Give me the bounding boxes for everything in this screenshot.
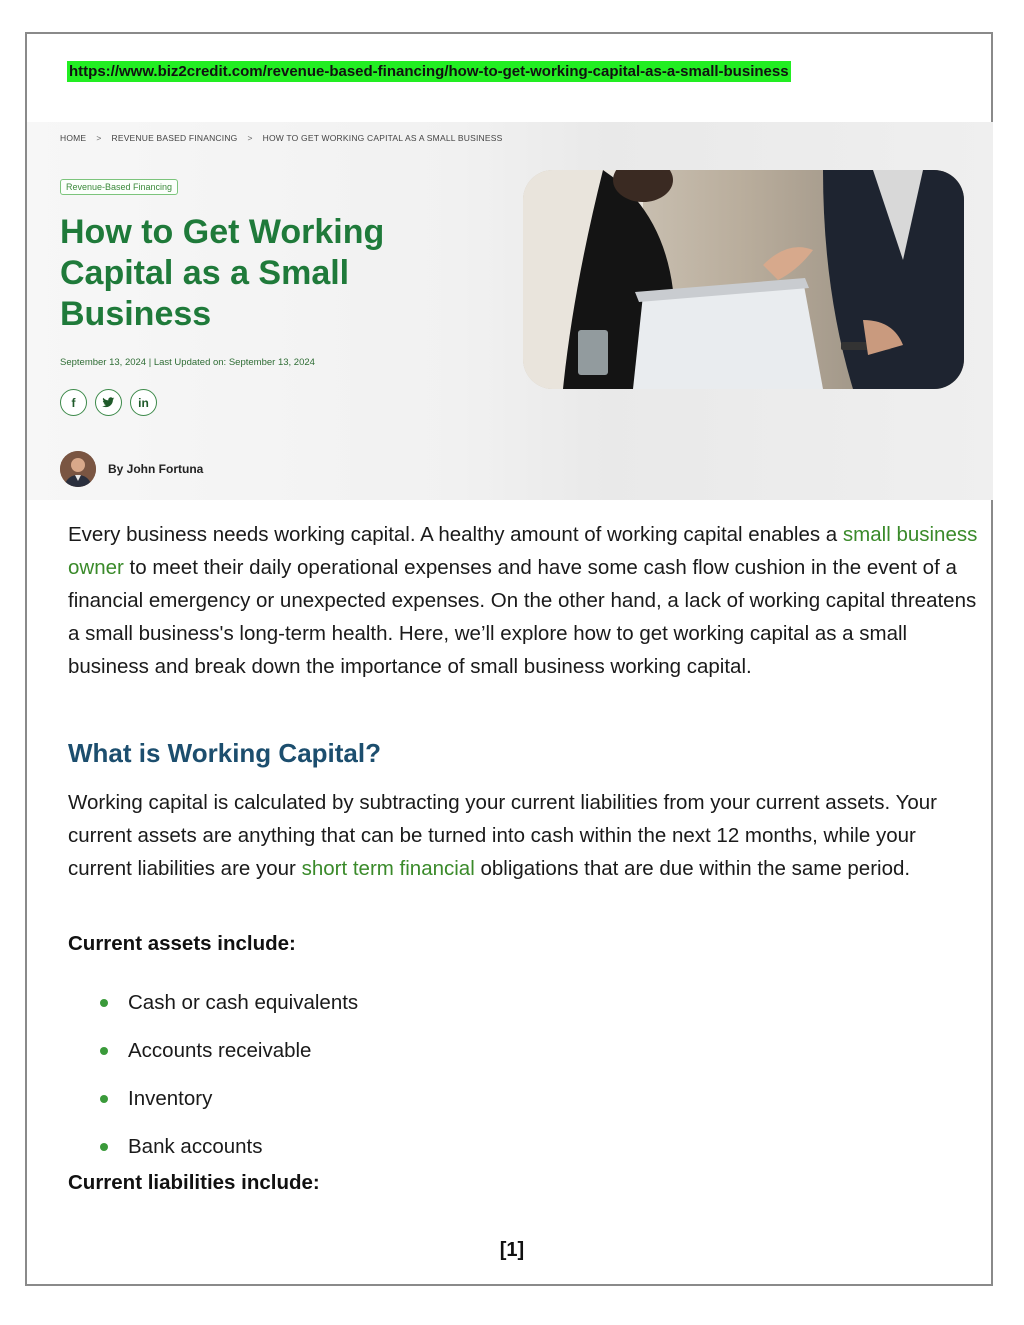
list-item-text: Inventory bbox=[128, 1087, 213, 1110]
page-url[interactable]: https://www.biz2credit.com/revenue-based-financing/how-to-get-working-capital-as-a-small-business bbox=[69, 63, 789, 80]
author-block bbox=[60, 451, 203, 487]
intro-text-start: Every business needs working capital. A healthy amount of working capital enables a bbox=[68, 523, 843, 546]
list-item-text: Bank accounts bbox=[128, 1135, 263, 1158]
intro-paragraph bbox=[68, 518, 978, 683]
breadcrumb-home[interactable]: HOME bbox=[60, 133, 87, 143]
breadcrumb-category[interactable]: REVENUE BASED FINANCING bbox=[111, 133, 238, 143]
definition-text-start: Working capital is calculated by subtracting your current liabilities from your current assets. Your current assets are anything that can be turned into cash within the next 12 months, while your current liabilities are your bbox=[68, 791, 937, 880]
article-image bbox=[523, 170, 964, 389]
bullet-icon bbox=[100, 1095, 108, 1103]
facebook-icon[interactable]: f bbox=[60, 389, 87, 416]
twitter-icon[interactable] bbox=[95, 389, 122, 416]
chevron-right-icon: > bbox=[96, 133, 102, 143]
small-business-owner-link[interactable]: small business owner bbox=[68, 523, 978, 579]
intro-text-end: to meet their daily operational expenses and have some cash flow cushion in the event of a financial emergency or unexpected expenses. On the other hand, a lack of working capital threatens a small business's long-term health. Here, we’ll explore how to get working capital as a small business and break down the importance of small business working capital. bbox=[68, 556, 977, 678]
bullet-icon bbox=[100, 1143, 108, 1151]
chevron-right-icon: > bbox=[247, 133, 253, 143]
definition-paragraph bbox=[68, 786, 978, 885]
breadcrumb bbox=[60, 133, 503, 143]
publish-date: September 13, 2024 | Last Updated on: September 13, 2024 bbox=[60, 357, 315, 368]
list-item bbox=[100, 1075, 358, 1123]
list-item bbox=[100, 1123, 358, 1171]
definition-text-end: obligations that are due within the same period. bbox=[474, 857, 911, 880]
linkedin-icon[interactable]: in bbox=[130, 389, 157, 416]
list-item bbox=[100, 979, 358, 1027]
short-term-financial-link[interactable]: short term financial bbox=[301, 857, 475, 880]
liabilities-label: Current liabilities include: bbox=[68, 1171, 320, 1194]
page-number: [1] bbox=[499, 1239, 525, 1261]
social-share bbox=[60, 389, 157, 416]
author-name[interactable]: By John Fortuna bbox=[108, 462, 204, 476]
assets-list bbox=[100, 979, 358, 1171]
list-item bbox=[100, 1027, 358, 1075]
bullet-icon bbox=[100, 999, 108, 1007]
assets-label: Current assets include: bbox=[68, 932, 296, 955]
article-title: How to Get Working Capital as a Small Business bbox=[60, 213, 385, 333]
author-avatar bbox=[60, 451, 96, 487]
list-item-text: Cash or cash equivalents bbox=[128, 991, 359, 1014]
breadcrumb-current: HOW TO GET WORKING CAPITAL AS A SMALL BUSINESS bbox=[262, 133, 503, 143]
section-heading: What is Working Capital? bbox=[68, 738, 381, 768]
list-item-text: Accounts receivable bbox=[128, 1039, 312, 1062]
category-tag[interactable]: Revenue-Based Financing bbox=[60, 179, 178, 195]
bullet-icon bbox=[100, 1047, 108, 1055]
